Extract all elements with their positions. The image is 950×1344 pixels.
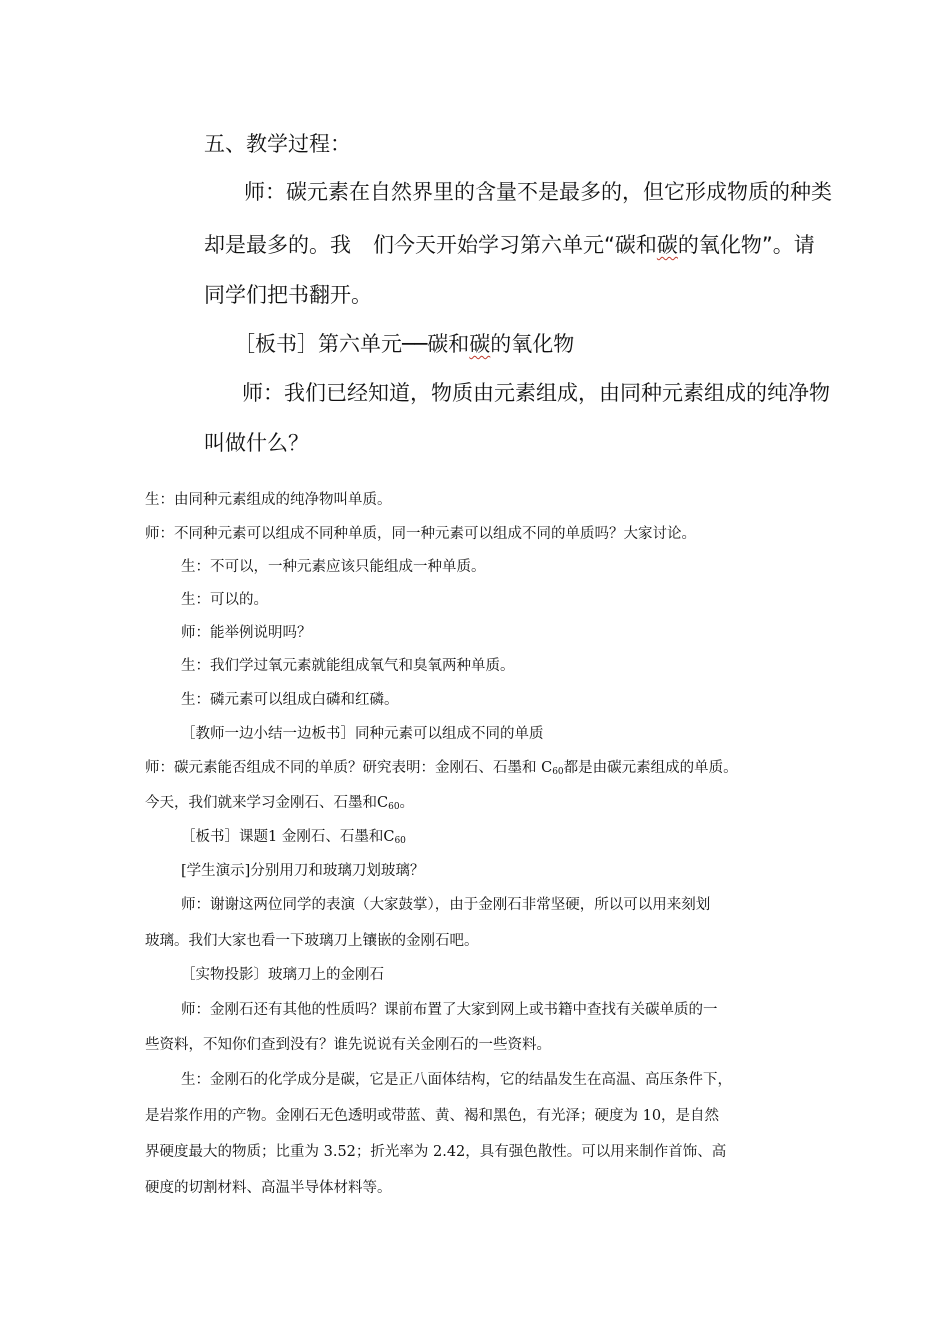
teacher-question-line1: 师：我们已经知道，物质由元素组成，由同种元素组成的纯净物 [242, 381, 830, 405]
teacher-thanks-line1: 师：谢谢这两位同学的表演（大家鼓掌），由于金刚石非常坚硬，所以可以用来刻划 [181, 897, 711, 913]
spellcheck-underline: 碳 [656, 233, 678, 257]
student-answer-line2: 是岩浆作用的产物。金刚石无色透明或带蓝、黄、褐和黑色，有光泽；硬度为 10，是自然 [145, 1108, 720, 1124]
dialog-line: 师：能举例说明吗？ [181, 625, 312, 641]
board-note-lesson1: ［板书］课题1 金刚石、石墨和$C_{60}$ [181, 829, 406, 846]
teacher-other-line2: 些资料，不知你们查到没有？谁先说说有关金刚石的一些资料。 [145, 1037, 551, 1053]
section-heading: 五、教学过程： [204, 132, 351, 156]
research-line1: 师：碳元素能否组成不同的单质？研究表明：金刚石、石墨和 $C_{60}$都是由碳元素组成的单质。 [145, 760, 738, 777]
dialog-line: 生：可以的。 [181, 592, 268, 608]
student-answer-line3: 界硬度最大的物质；比重为 3.52；折光率为 2.42，具有强色散性。可以用来制作首饰、高 [145, 1144, 727, 1160]
teacher-thanks-line2: 玻璃。我们大家也看一下玻璃刀上镶嵌的金刚石吧。 [145, 933, 479, 949]
research-line2: 今天，我们就来学习金刚石、石墨和$C_{60}$。 [145, 795, 415, 812]
student-answer-line1: 生：金刚石的化学成分是碳，它是正八面体结构，它的结晶发生在高温、高压条件下， [181, 1072, 732, 1088]
teacher-intro-line3: 同学们把书翻开。 [204, 283, 372, 307]
teacher-intro-line1: 师：碳元素在自然界里的含量不是最多的，但它形成物质的种类 [244, 180, 832, 204]
dialog-line: 生：磷元素可以组成白磷和红磷。 [181, 692, 399, 708]
student-demo: [学生演示]分别用刀和玻璃刀划玻璃？ [181, 863, 425, 879]
teacher-intro-line2: 却是最多的。我 们今天开始学习第六单元“碳和碳的氧化物”。请 [204, 233, 815, 257]
dialog-line: 生：我们学过氧元素就能组成氧气和臭氧两种单质。 [181, 658, 515, 674]
teacher-question-line2: 叫做什么？ [204, 431, 309, 455]
dialog-line: 生：不可以，一种元素应该只能组成一种单质。 [181, 559, 486, 575]
dialog-line: 师：不同种元素可以组成不同种单质，同一种元素可以组成不同的单质吗？大家讨论。 [145, 526, 696, 542]
projection-note: ［实物投影〕玻璃刀上的金刚石 [181, 967, 384, 983]
board-note-summary: ［教师一边小结一边板书］同种元素可以组成不同的单质 [181, 726, 544, 742]
teacher-other-line1: 师：金刚石还有其他的性质吗？课前布置了大家到网上或书籍中查找有关碳单质的一 [181, 1002, 718, 1018]
student-answer-line4: 硬度的切割材料、高温半导体材料等。 [145, 1180, 392, 1196]
spellcheck-underline: 碳 [469, 332, 491, 356]
board-note-unit6: ［板书］第六单元──碳和碳的氧化物 [234, 332, 575, 356]
dialog-line: 生：由同种元素组成的纯净物叫单质。 [145, 492, 392, 508]
